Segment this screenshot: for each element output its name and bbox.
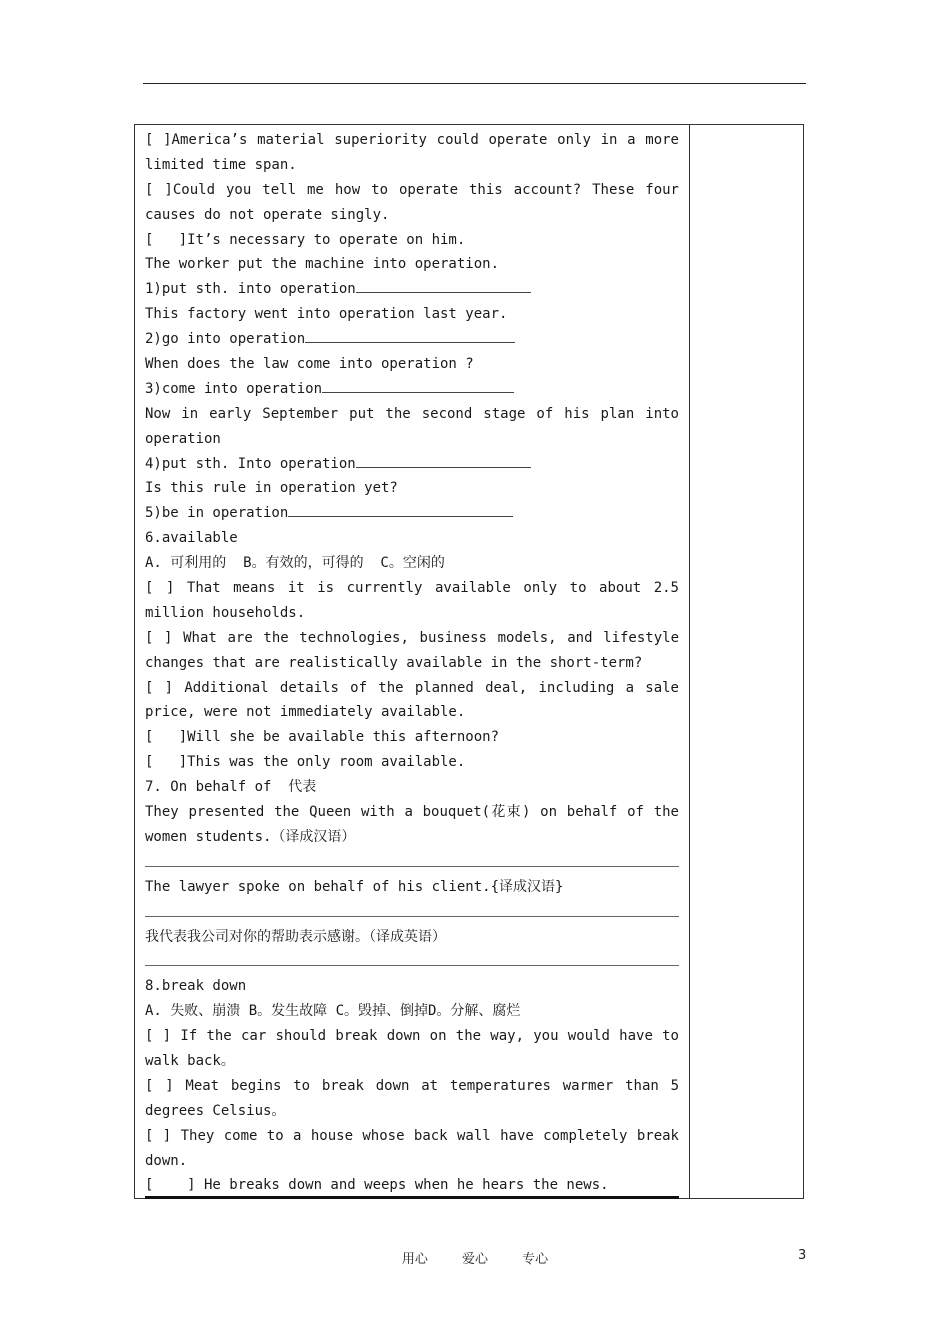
text-line — [145, 476, 679, 501]
bottom-rule — [145, 1196, 679, 1199]
text-line — [145, 452, 679, 477]
line-text: 7. On behalf of 代表 — [145, 779, 317, 796]
line-text: 5)be in operation — [145, 505, 289, 522]
line-text: 我代表我公司对你的帮助表示感谢。（译成英语） — [145, 928, 446, 945]
line-text: [ ]This was the only room available. — [145, 754, 466, 771]
text-line — [145, 750, 679, 775]
page-number: 3 — [798, 1248, 807, 1263]
text-line — [145, 427, 679, 452]
line-text: operation — [145, 430, 221, 447]
line-text: 2)go into operation — [145, 331, 306, 348]
text-line — [145, 252, 679, 277]
line-text: 3)come into operation — [145, 380, 323, 397]
text-line — [145, 601, 679, 626]
text-line — [145, 203, 679, 228]
line-text: [ ]America’s material superiority could operate only in a more — [145, 132, 679, 148]
line-text: When does the law come into operation ? — [145, 356, 474, 373]
text-line — [145, 775, 679, 800]
line-text: causes do not operate singly. — [145, 206, 390, 223]
text-line — [145, 1024, 679, 1049]
text-line — [145, 999, 679, 1024]
line-text: [ ] Additional details of the planned deal, including a sale — [145, 679, 679, 696]
line-text: 8.break down — [145, 978, 247, 995]
line-text: [ ] What are the technologies, business models, and lifestyle — [145, 629, 679, 646]
text-line — [145, 526, 679, 551]
fill-in-blank[interactable] — [356, 453, 531, 468]
text-line — [145, 402, 679, 427]
text-line — [145, 128, 679, 153]
line-text: [ ]Could you tell me how to operate this account? These four — [145, 181, 679, 198]
line-text: changes that are realistically available in the short-term? — [145, 654, 643, 671]
text-line — [145, 700, 679, 725]
text-line — [145, 875, 679, 900]
text-line — [145, 800, 679, 825]
text-line — [145, 1074, 679, 1099]
line-text: Now in early September put the second stage of his plan into — [145, 405, 679, 422]
text-line — [145, 1149, 679, 1174]
text-line — [145, 1124, 679, 1149]
answer-line — [145, 900, 679, 925]
text-line — [145, 974, 679, 999]
text-line — [145, 352, 679, 377]
line-text: degrees Celsius。 — [145, 1102, 286, 1119]
text-line — [145, 626, 679, 651]
text-line — [145, 277, 679, 302]
text-line — [145, 228, 679, 253]
text-line — [145, 1099, 679, 1124]
line-text: [ ]Will she be available this afternoon? — [145, 729, 500, 746]
line-text: [ ] Meat begins to break down at temperatures warmer than 5 — [145, 1077, 679, 1094]
line-text: [ ] If the car should break down on the way, you would have to — [145, 1028, 679, 1045]
text-line — [145, 651, 679, 676]
text-line — [145, 1049, 679, 1074]
text-line — [145, 327, 679, 352]
line-text: The worker put the machine into operation. — [145, 256, 500, 273]
line-text: 1)put sth. into operation — [145, 281, 356, 298]
text-line — [145, 377, 679, 402]
text-line — [145, 551, 679, 576]
fill-in-blank[interactable] — [356, 278, 531, 293]
text-line — [145, 676, 679, 701]
line-text: A. 可利用的 B。有效的，可得的 C。空闲的 — [145, 555, 445, 572]
line-text: This factory went into operation last year. — [145, 306, 508, 323]
text-line — [145, 576, 679, 601]
line-text: million households. — [145, 604, 306, 621]
line-text: down. — [145, 1152, 188, 1169]
text-line — [145, 178, 679, 203]
line-text: women students.（译成汉语） — [145, 828, 356, 845]
fill-in-blank[interactable] — [288, 502, 513, 517]
line-text: [ ] That means it is currently available only to about 2.5 — [145, 580, 679, 597]
line-text: 6.available — [145, 530, 238, 547]
line-text: The lawyer spoke on behalf of his client.{译成汉语} — [145, 878, 564, 895]
answer-line — [145, 949, 679, 974]
text-line — [145, 1173, 679, 1198]
text-line — [145, 925, 679, 950]
exercise-content — [145, 128, 679, 1198]
header-rule — [143, 83, 806, 84]
line-text: [ ] They come to a house whose back wall have completely break — [145, 1127, 679, 1144]
line-text: price, were not immediately available. — [145, 704, 466, 721]
worksheet-table — [134, 124, 804, 1199]
text-line — [145, 501, 679, 526]
fill-in-blank[interactable] — [305, 328, 515, 343]
text-line — [145, 725, 679, 750]
line-text: limited time span. — [145, 156, 297, 173]
answer-line — [145, 850, 679, 875]
fill-in-blank[interactable] — [322, 378, 514, 393]
line-text: [ ]It’s necessary to operate on him. — [145, 231, 466, 248]
line-text: Is this rule in operation yet? — [145, 480, 398, 497]
text-line — [145, 153, 679, 178]
text-line — [145, 825, 679, 850]
line-text: A. 失败、崩溃 B。发生故障 C。毁掉、倒掉D。分解、腐烂 — [145, 1003, 521, 1020]
line-text: 4)put sth. Into operation — [145, 455, 356, 472]
line-text: walk back。 — [145, 1052, 235, 1069]
column-divider — [689, 125, 690, 1198]
text-line — [145, 302, 679, 327]
line-text: [ ] He breaks down and weeps when he hears the news. — [145, 1177, 609, 1194]
line-text: They presented the Queen with a bouquet(花束) on behalf of the — [145, 804, 679, 821]
footer-motto: 用心 爱心 专心 — [401, 1252, 549, 1267]
